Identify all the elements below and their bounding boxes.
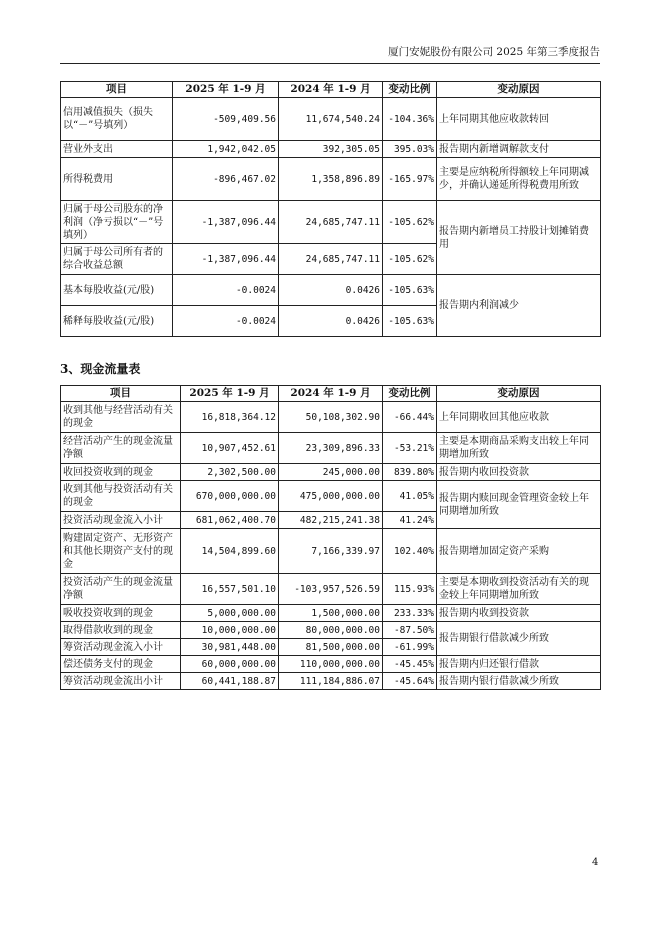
value-2025-cell: -896,467.02	[173, 158, 279, 201]
value-2025-cell: -1,387,096.44	[173, 201, 279, 244]
item-cell: 偿还债务支付的现金	[61, 656, 181, 673]
value-2025-cell: -0.0024	[173, 306, 279, 337]
item-cell: 归属于母公司所有者的综合收益总额	[61, 244, 173, 275]
table-header-row	[61, 386, 601, 402]
table-row	[61, 98, 601, 141]
value-2025-cell: 30,981,448.00	[181, 639, 279, 656]
column-header: 项目	[61, 386, 181, 402]
item-cell: 筹资活动现金流出小计	[61, 673, 181, 690]
reason-cell: 主要是应纳税所得额较上年同期减少，并确认递延所得税费用所致	[437, 158, 601, 201]
value-2025-cell: -1,387,096.44	[173, 244, 279, 275]
table-row	[61, 622, 601, 639]
table-row	[61, 433, 601, 464]
reason-cell: 报告期内赎回现金管理资金较上年同期增加所致	[437, 481, 601, 529]
value-2024-cell: 482,215,241.38	[279, 512, 383, 529]
reason-cell: 报告期银行借款减少所致	[437, 622, 601, 656]
item-cell: 筹资活动现金流入小计	[61, 639, 181, 656]
reason-cell: 上年同期收回其他应收款	[437, 402, 601, 433]
item-cell: 收到其他与投资活动有关的现金	[61, 481, 181, 512]
table-row	[61, 275, 601, 306]
item-cell: 归属于母公司股东的净利润（净亏损以“－”号填列）	[61, 201, 173, 244]
table-row	[61, 481, 601, 512]
column-header: 变动比例	[383, 386, 437, 402]
reason-cell: 报告期内新增调解款支付	[437, 141, 601, 158]
value-2025-cell: 60,441,188.87	[181, 673, 279, 690]
reason-cell: 主要是本期商品采购支出较上年同期增加所致	[437, 433, 601, 464]
cash-flow-table	[60, 385, 601, 690]
reason-cell: 上年同期其他应收款转回	[437, 98, 601, 141]
item-cell: 信用减值损失（损失以“－”号填列）	[61, 98, 173, 141]
item-cell: 经营活动产生的现金流量净额	[61, 433, 181, 464]
table-row	[61, 141, 601, 158]
value-2025-cell: 10,907,452.61	[181, 433, 279, 464]
value-2025-cell: 1,942,042.05	[173, 141, 279, 158]
ratio-cell: 41.24%	[383, 512, 437, 529]
column-header: 2025 年 1-9 月	[173, 82, 279, 98]
value-2025-cell: 14,504,899.60	[181, 529, 279, 574]
value-2025-cell: 670,000,000.00	[181, 481, 279, 512]
item-cell: 收回投资收到的现金	[61, 464, 181, 481]
ratio-cell: 395.03%	[383, 141, 437, 158]
item-cell: 营业外支出	[61, 141, 173, 158]
ratio-cell: -105.62%	[383, 201, 437, 244]
column-header: 变动原因	[437, 386, 601, 402]
value-2024-cell: 11,674,540.24	[279, 98, 383, 141]
value-2024-cell: 392,305.05	[279, 141, 383, 158]
value-2024-cell: 24,685,747.11	[279, 201, 383, 244]
ratio-cell: -66.44%	[383, 402, 437, 433]
column-header: 变动原因	[437, 82, 601, 98]
column-header: 2024 年 1-9 月	[279, 386, 383, 402]
reason-cell: 报告期内新增员工持股计划摊销费用	[437, 201, 601, 275]
item-cell: 投资活动产生的现金流量净额	[61, 574, 181, 605]
table-row	[61, 402, 601, 433]
value-2024-cell: 81,500,000.00	[279, 639, 383, 656]
table-row	[61, 201, 601, 244]
value-2025-cell: 60,000,000.00	[181, 656, 279, 673]
value-2025-cell: 10,000,000.00	[181, 622, 279, 639]
ratio-cell: 41.05%	[383, 481, 437, 512]
header-rule	[60, 63, 600, 64]
value-2024-cell: 245,000.00	[279, 464, 383, 481]
table-row	[61, 158, 601, 201]
item-cell: 收到其他与经营活动有关的现金	[61, 402, 181, 433]
item-cell: 基本每股收益(元/股)	[61, 275, 173, 306]
value-2025-cell: 681,062,400.70	[181, 512, 279, 529]
ratio-cell: -104.36%	[383, 98, 437, 141]
ratio-cell: -105.63%	[383, 306, 437, 337]
ratio-cell: -105.63%	[383, 275, 437, 306]
value-2024-cell: -103,957,526.59	[279, 574, 383, 605]
reason-cell: 报告期内银行借款减少所致	[437, 673, 601, 690]
ratio-cell: 115.93%	[383, 574, 437, 605]
reason-cell: 主要是本期收到投资活动有关的现金较上年同期增加所致	[437, 574, 601, 605]
ratio-cell: -45.64%	[383, 673, 437, 690]
ratio-cell: 233.33%	[383, 605, 437, 622]
item-cell: 投资活动现金流入小计	[61, 512, 181, 529]
value-2024-cell: 50,108,302.90	[279, 402, 383, 433]
table-row	[61, 605, 601, 622]
value-2024-cell: 111,184,886.07	[279, 673, 383, 690]
reason-cell: 报告期增加固定资产采购	[437, 529, 601, 574]
column-header: 变动比例	[383, 82, 437, 98]
ratio-cell: -53.21%	[383, 433, 437, 464]
profit-changes-table	[60, 81, 601, 337]
reason-cell: 报告期内收回投资款	[437, 464, 601, 481]
value-2024-cell: 1,500,000.00	[279, 605, 383, 622]
reason-cell: 报告期内收到投资款	[437, 605, 601, 622]
value-2024-cell: 0.0426	[279, 306, 383, 337]
column-header: 2025 年 1-9 月	[181, 386, 279, 402]
column-header: 项目	[61, 82, 173, 98]
table-row	[61, 529, 601, 574]
value-2024-cell: 475,000,000.00	[279, 481, 383, 512]
value-2025-cell: -0.0024	[173, 275, 279, 306]
value-2025-cell: 16,818,364.12	[181, 402, 279, 433]
value-2024-cell: 110,000,000.00	[279, 656, 383, 673]
value-2024-cell: 7,166,339.97	[279, 529, 383, 574]
value-2024-cell: 24,685,747.11	[279, 244, 383, 275]
item-cell: 吸收投资收到的现金	[61, 605, 181, 622]
value-2025-cell: 16,557,501.10	[181, 574, 279, 605]
item-cell: 所得税费用	[61, 158, 173, 201]
report-header: 厦门安妮股份有限公司 2025 年第三季度报告	[388, 46, 600, 58]
ratio-cell: 102.40%	[383, 529, 437, 574]
page-number: 4	[592, 857, 599, 868]
ratio-cell: -61.99%	[383, 639, 437, 656]
value-2024-cell: 0.0426	[279, 275, 383, 306]
reason-cell: 报告期内归还银行借款	[437, 656, 601, 673]
ratio-cell: 839.80%	[383, 464, 437, 481]
item-cell: 购建固定资产、无形资产和其他长期资产支付的现金	[61, 529, 181, 574]
item-cell: 取得借款收到的现金	[61, 622, 181, 639]
ratio-cell: -87.50%	[383, 622, 437, 639]
value-2025-cell: -509,409.56	[173, 98, 279, 141]
section-title: 3、现金流量表	[60, 362, 141, 376]
value-2025-cell: 2,302,500.00	[181, 464, 279, 481]
ratio-cell: -105.62%	[383, 244, 437, 275]
item-cell: 稀释每股收益(元/股)	[61, 306, 173, 337]
table-row	[61, 656, 601, 673]
reason-cell: 报告期内利润减少	[437, 275, 601, 337]
ratio-cell: -165.97%	[383, 158, 437, 201]
table-row	[61, 574, 601, 605]
table-row	[61, 464, 601, 481]
value-2025-cell: 5,000,000.00	[181, 605, 279, 622]
table-row	[61, 673, 601, 690]
table-header-row	[61, 82, 601, 98]
ratio-cell: -45.45%	[383, 656, 437, 673]
value-2024-cell: 23,309,896.33	[279, 433, 383, 464]
value-2024-cell: 1,358,896.89	[279, 158, 383, 201]
column-header: 2024 年 1-9 月	[279, 82, 383, 98]
value-2024-cell: 80,000,000.00	[279, 622, 383, 639]
